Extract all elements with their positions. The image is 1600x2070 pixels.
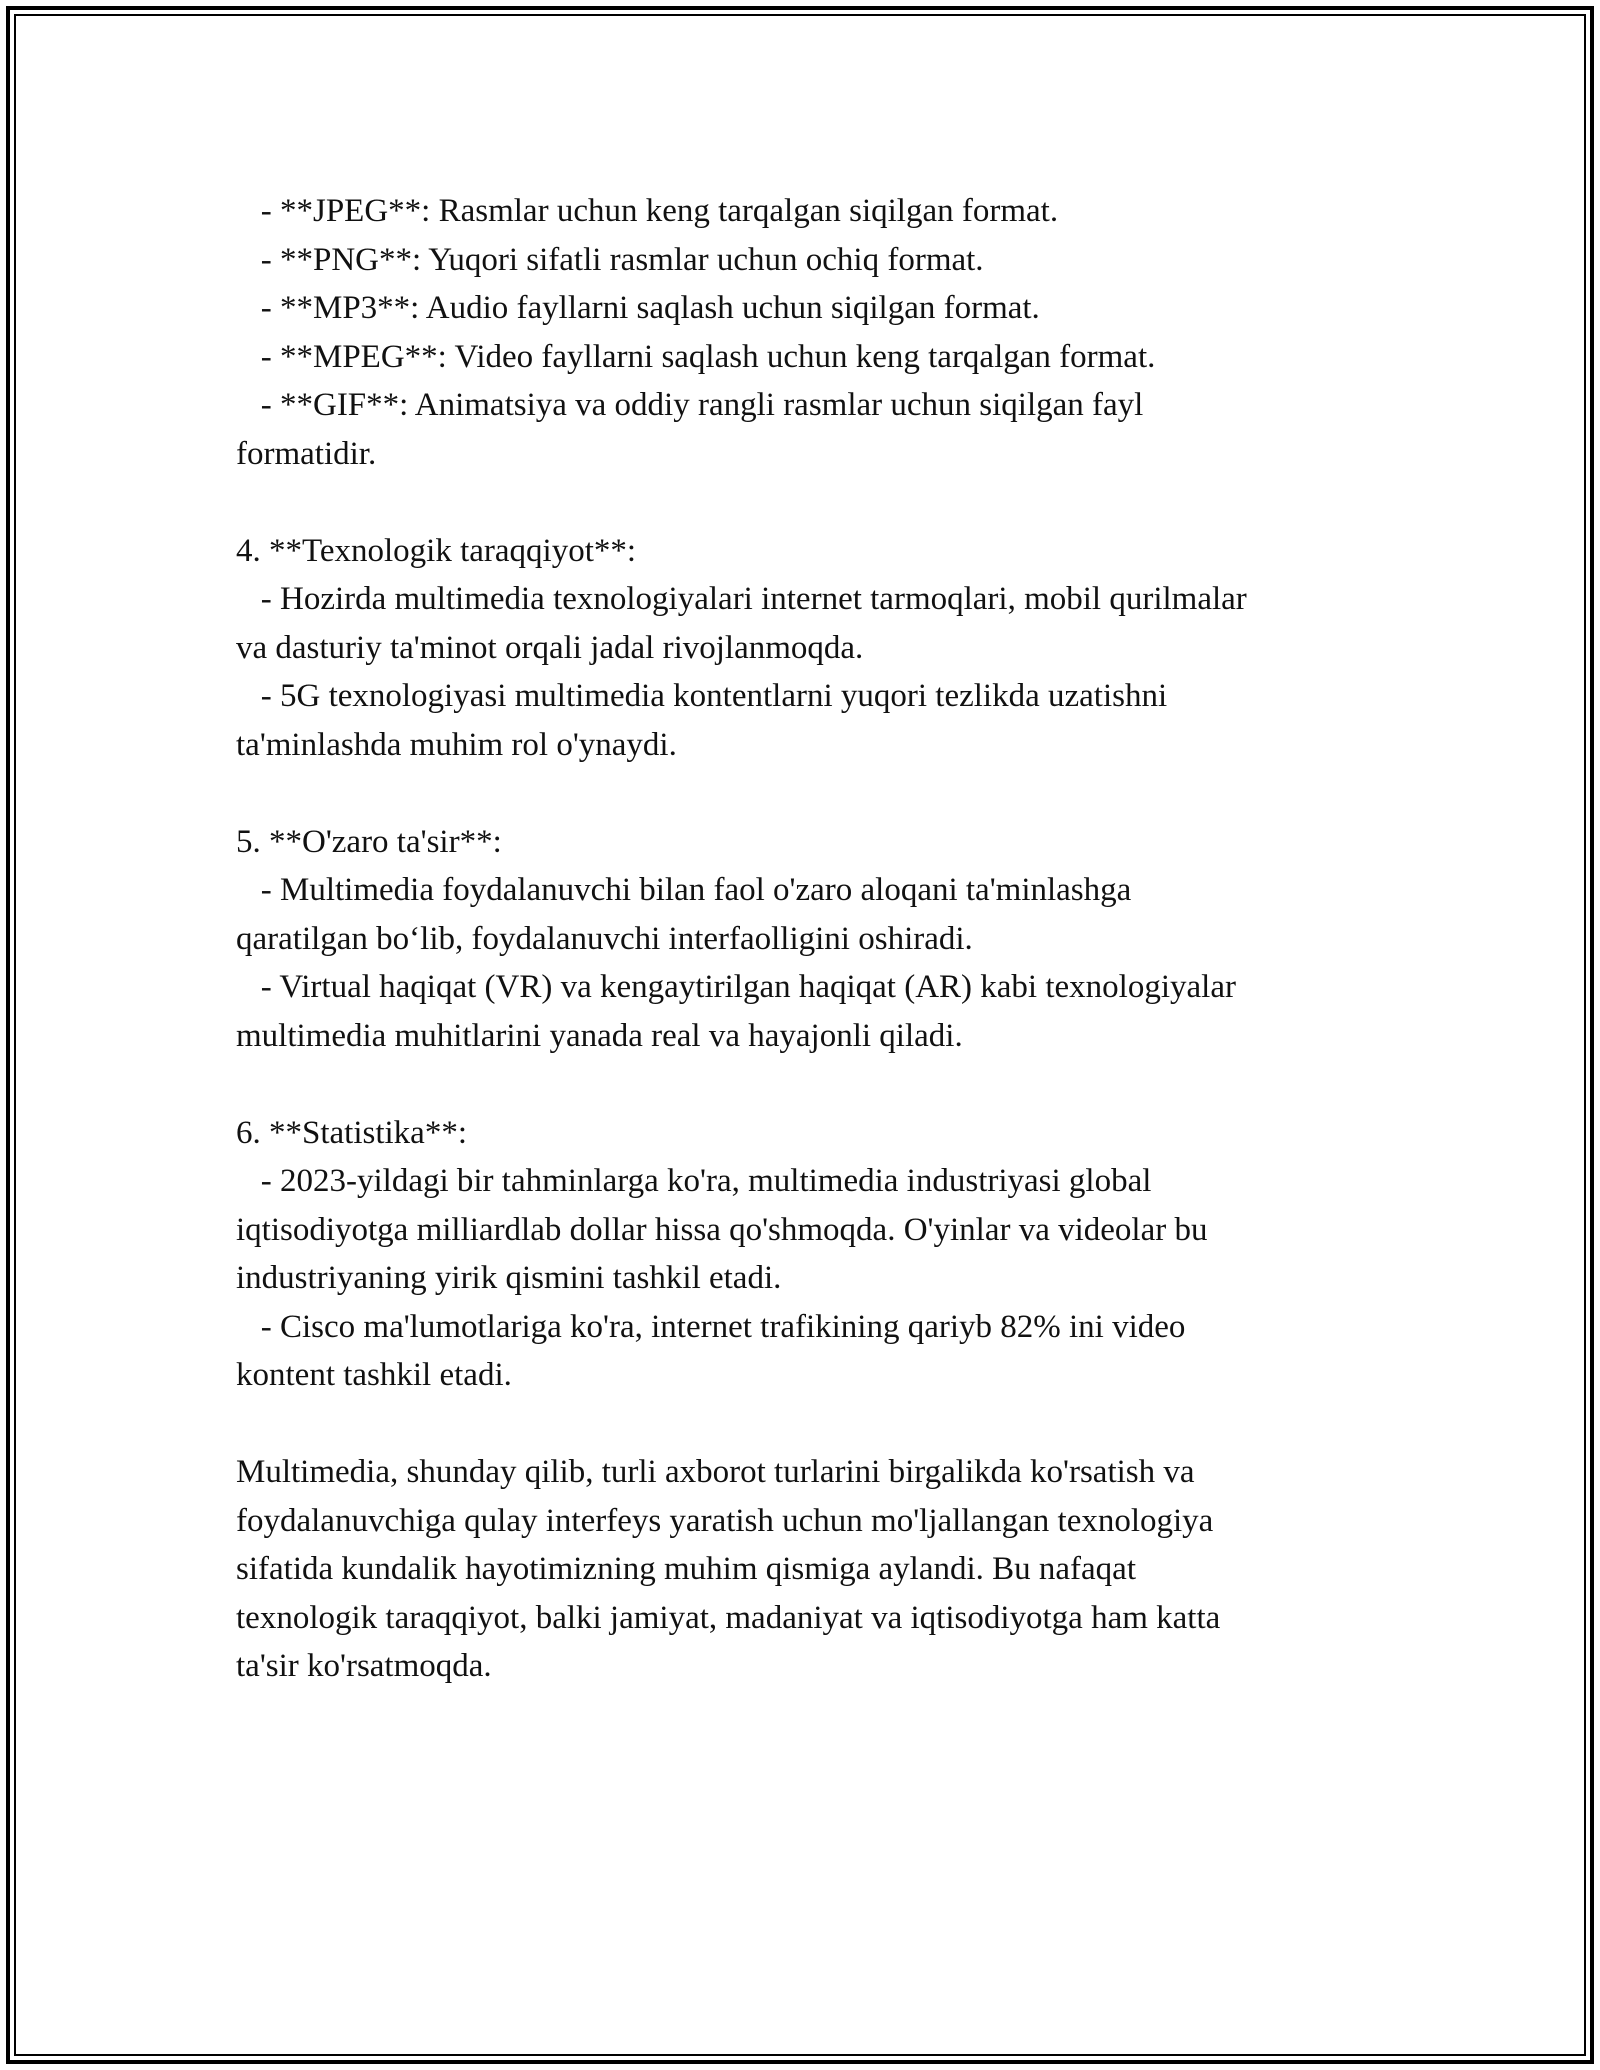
text-line: - **MPEG**: Video fayllarni saqlash uchun keng tarqalgan format. — [236, 338, 1156, 375]
text-line: multimedia muhitlarini yanada real va hayajonli qiladi. — [236, 1017, 963, 1054]
text-line: foydalanuvchiga qulay interfeys yaratish uchun mo'ljallangan texnologiya — [236, 1502, 1214, 1539]
text-line: iqtisodiyotga milliardlab dollar hissa qo'shmoqda. O'yinlar va videolar bu — [236, 1211, 1208, 1248]
text-line: - **GIF**: Animatsiya va oddiy rangli rasmlar uchun siqilgan fayl — [236, 387, 1144, 423]
text-line: texnologik taraqqiyot, balki jamiyat, madaniyat va iqtisodiyotga ham katta — [236, 1599, 1221, 1636]
blank-line — [236, 1400, 1386, 1449]
text-line: - 2023-yildagi bir tahminlarga ko'ra, multimedia industriyasi global — [236, 1163, 1152, 1199]
text-line: qaratilgan bo‘lib, foydalanuvchi interfaolligini oshiradi. — [236, 920, 973, 957]
text-line: Multimedia, shunday qilib, turli axborot turlarini birgalikda ko'rsatish va — [236, 1454, 1195, 1490]
text-line: 4. **Texnologik taraqqiyot**: — [236, 532, 637, 569]
blank-line — [236, 1060, 1386, 1109]
text-line: formatidir. — [236, 435, 377, 472]
text-line: - Multimedia foydalanuvchi bilan faol o'zaro aloqani ta'minlashga — [236, 872, 1132, 908]
blank-line — [236, 478, 1386, 527]
text-line: ta'sir ko'rsatmoqda. — [236, 1648, 492, 1684]
text-line: - **JPEG**: Rasmlar uchun keng tarqalgan siqilgan format. — [236, 193, 1059, 229]
text-line: - **PNG**: Yuqori sifatli rasmlar uchun ochiq format. — [236, 241, 984, 278]
blank-line — [236, 769, 1386, 818]
document-body — [236, 187, 1386, 1691]
text-line: - **MP3**: Audio fayllarni saqlash uchun siqilgan format. — [236, 290, 1040, 326]
text-line: ta'minlashda muhim rol o'ynaydi. — [236, 726, 677, 763]
text-line: - 5G texnologiyasi multimedia kontentlarni yuqori tezlikda uzatishni — [236, 678, 1168, 714]
text-line: - Virtual haqiqat (VR) va kengaytirilgan haqiqat (AR) kabi texnologiyalar — [236, 969, 1236, 1005]
text-line: 6. **Statistika**: — [236, 1114, 467, 1151]
text-line: 5. **O'zaro ta'sir**: — [236, 823, 502, 860]
text-line: sifatida kundalik hayotimizning muhim qismiga aylandi. Bu nafaqat — [236, 1551, 1136, 1587]
text-line: - Cisco ma'lumotlariga ko'ra, internet trafikining qariyb 82% ini video — [236, 1308, 1186, 1345]
text-line: kontent tashkil etadi. — [236, 1357, 512, 1393]
text-line: - Hozirda multimedia texnologiyalari internet tarmoqlari, mobil qurilmalar — [236, 581, 1247, 617]
text-line: industriyaning yirik qismini tashkil etadi. — [236, 1260, 782, 1296]
text-line: va dasturiy ta'minot orqali jadal rivojlanmoqda. — [236, 629, 864, 666]
